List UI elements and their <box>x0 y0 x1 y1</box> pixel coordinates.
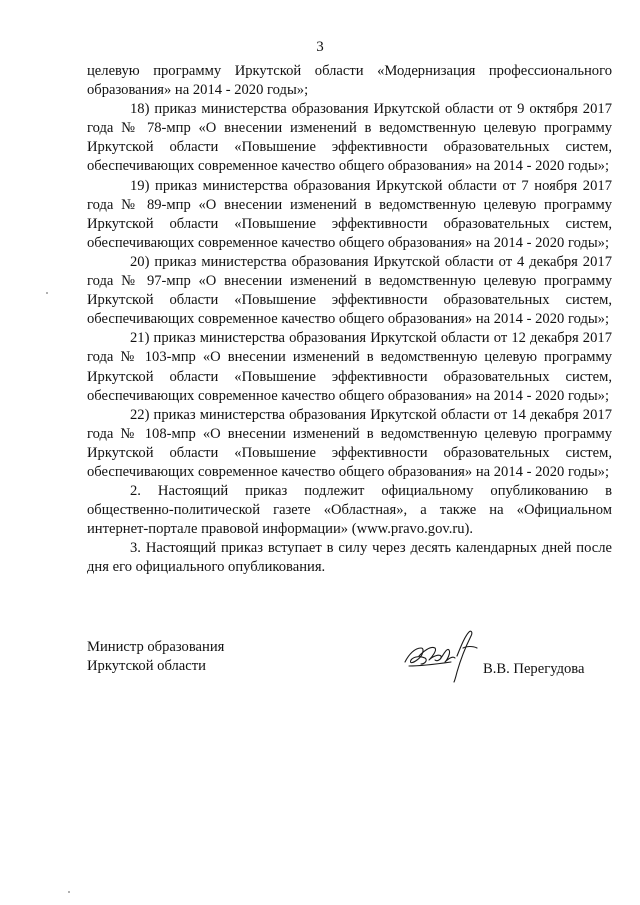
paragraph-effective-date-clause: 3. Настоящий приказ вступает в силу через десять календарных дней после дня его официального опубликования. <box>87 540 612 576</box>
scan-artifact <box>46 292 48 294</box>
paragraph-item-20: 20) приказ министерства образования Иркутской области от 4 декабря 2017 года № 97-мпр «О внесении изменений в ведомственную целевую программу Иркутской области «Повышение эффективности образовательных систем, обеспечивающих современное качество общего образования» на 2014 - 2020 годы»; <box>87 253 612 328</box>
document-body <box>87 62 612 578</box>
paragraph-item-22: 22) приказ министерства образования Иркутской области от 14 декабря 2017 года № 108-мпр «О внесении изменений в ведомственную целевую программу Иркутской области «Повышение эффективности образовательных систем, обеспечивающих современное качество общего образования» на 2014 - 2020 годы»; <box>87 406 612 480</box>
signatory-title-line-1: Министр образования <box>87 639 225 655</box>
scan-artifact <box>68 891 70 893</box>
signatory-name: В.В. Перегудова <box>483 661 585 677</box>
handwritten-signature-icon <box>401 626 481 684</box>
signatory-title-line-2: Иркутской области <box>87 658 206 675</box>
signatory-title <box>87 638 224 676</box>
paragraph-item-18: 18) приказ министерства образования Иркутской области от 9 октября 2017 года № 78-мпр «О внесении изменений в ведомственную целевую программу Иркутской области «Повышение эффективности образовательных систем, обеспечивающих современное качество общего образования» на 2014 - 2020 годы»; <box>87 101 612 175</box>
signature-block <box>87 638 612 698</box>
paragraph-continuation: целевую программу Иркутской области «Модернизация профессионального образования» на 2014 - 2020 годы»; <box>87 63 612 99</box>
paragraph-publication-clause: 2. Настоящий приказ подлежит официальному опубликованию в общественно-политической газете «Областная», а также на «Официальном интернет-портале правовой информации» (www.pravo.gov.ru). <box>87 483 612 538</box>
paragraph-item-21: 21) приказ министерства образования Иркутской области от 12 декабря 2017 года № 103-мпр «О внесении изменений в ведомственную целевую программу Иркутской области «Повышение эффективности образовательных систем, обеспечивающих современное качество общего образования» на 2014 - 2020 годы»; <box>87 330 612 404</box>
page-number: 3 <box>316 39 324 55</box>
paragraph-item-19: 19) приказ министерства образования Иркутской области от 7 ноября 2017 года № 89-мпр «О внесении изменений в ведомственную целевую программу Иркутской области «Повышение эффективности образовательных систем, обеспечивающих современное качество общего образования» на 2014 - 2020 годы»; <box>87 177 612 251</box>
